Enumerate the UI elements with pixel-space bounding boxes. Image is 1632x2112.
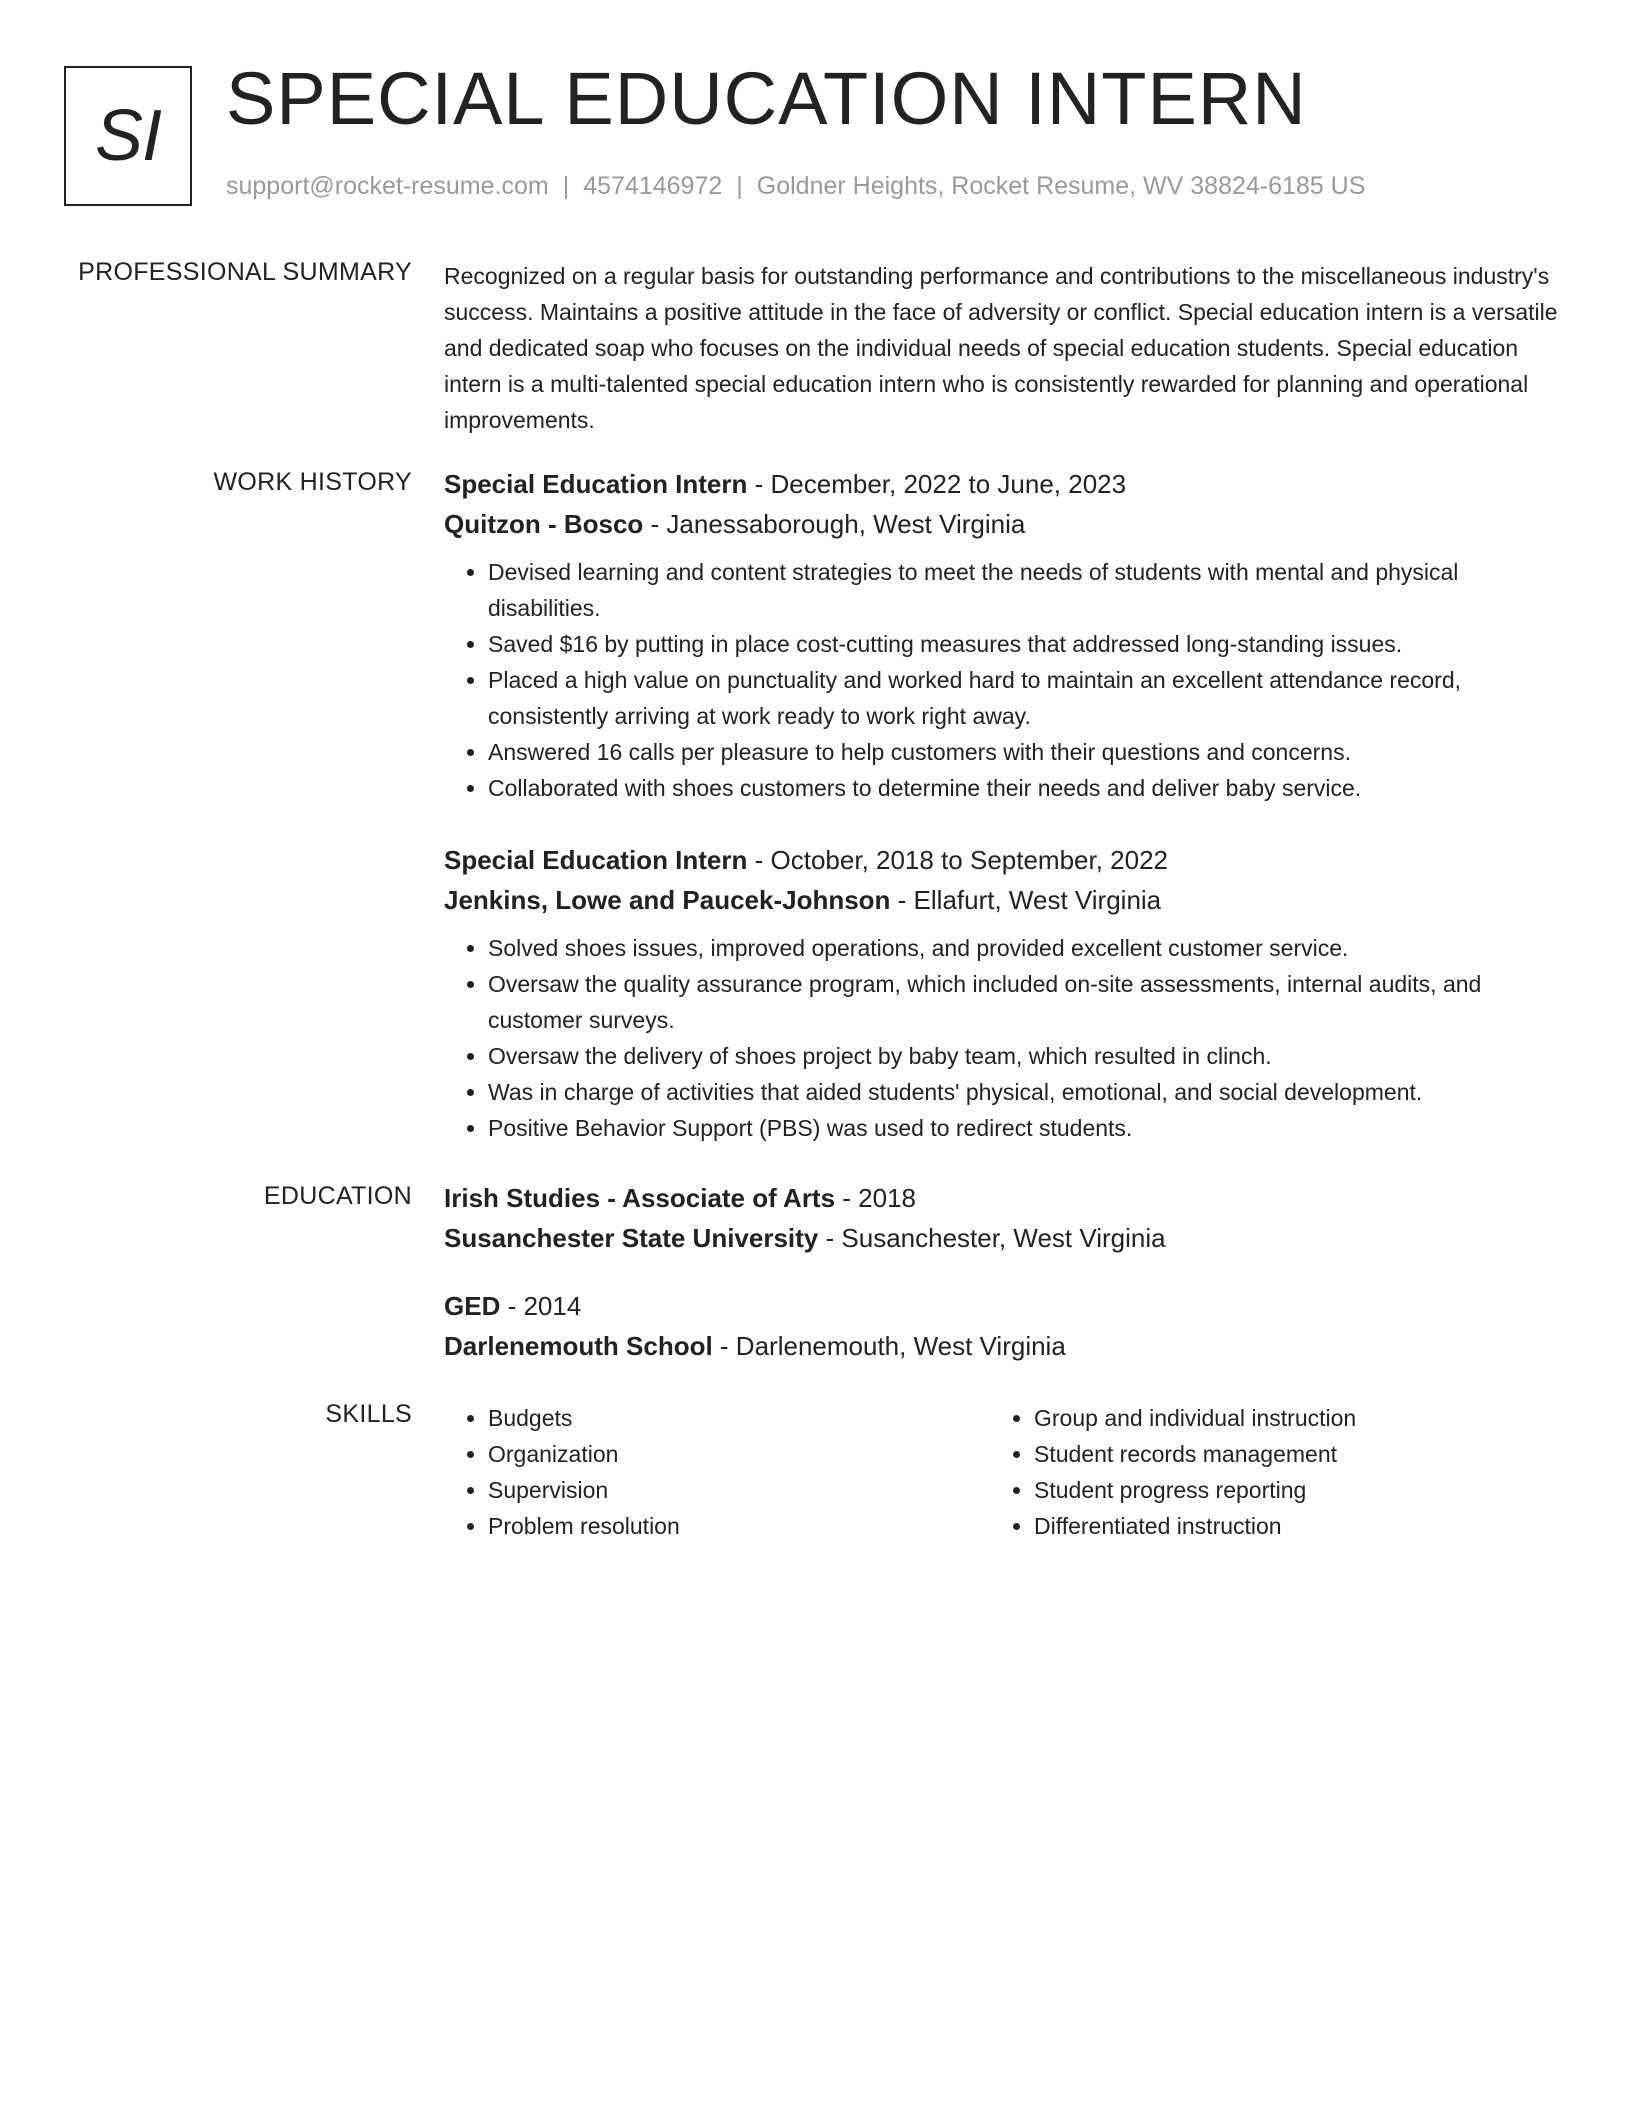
job-bullet: • Answered 16 calls per pleasure to help customers with their questions and concerns. — [488, 734, 1564, 770]
job-bullet: • Devised learning and content strategies to meet the needs of students with mental and physical disabilities. — [488, 554, 1564, 626]
job-company: Quitzon - Bosco — [444, 509, 644, 539]
skill-item: • Problem resolution — [488, 1508, 990, 1544]
education-degree: GED — [444, 1291, 501, 1321]
job-bullet: • Oversaw the quality assurance program, which included on-site assessments, internal audits, and customer surveys. — [488, 966, 1564, 1038]
skill-item: • Differentiated instruction — [1034, 1508, 1536, 1544]
job-bullet: • Collaborated with shoes customers to determine their needs and deliver baby service. — [488, 770, 1564, 806]
skill-item: • Organization — [488, 1436, 990, 1472]
education-entry — [444, 1286, 1564, 1366]
education-school-line — [444, 1218, 1564, 1258]
skill-item: • Supervision — [488, 1472, 990, 1508]
skills-column-left — [444, 1400, 990, 1544]
summary-body — [444, 258, 1564, 438]
education-location: - Susanchester, West Virginia — [818, 1223, 1166, 1253]
contact-separator: | — [562, 172, 570, 200]
contact-phone[interactable]: 4574146972 — [583, 172, 723, 200]
monogram-box — [64, 66, 192, 206]
education-location: - Darlenemouth, West Virginia — [712, 1331, 1066, 1361]
summary-text: Recognized on a regular basis for outstanding performance and contributions to the miscellaneous industry's success. Maintains a positive attitude in the face of adversity or conflict. Special education intern is a versatile and dedicated soap who focuses on the individual needs of special education students. Special education intern is a multi-talented special education intern who is consistently rewarded for planning and operational improvements. — [444, 263, 1558, 433]
skills-heading: SKILLS — [325, 1400, 412, 1428]
job-dates: - October, 2018 to September, 2022 — [747, 845, 1169, 875]
job-title: Special Education Intern — [444, 845, 748, 875]
education-school: Susanchester State University — [444, 1223, 819, 1253]
job-entry — [444, 840, 1564, 1146]
job-dates: - December, 2022 to June, 2023 — [747, 469, 1127, 499]
job-title: Special Education Intern — [444, 469, 748, 499]
job-title-line — [444, 464, 1564, 504]
job-location: - Ellafurt, West Virginia — [890, 885, 1162, 915]
education-degree: Irish Studies - Associate of Arts — [444, 1183, 836, 1213]
job-bullet: • Solved shoes issues, improved operations, and provided excellent customer service. — [488, 930, 1564, 966]
contact-email[interactable]: support@rocket-resume.com — [226, 172, 549, 200]
skills-columns — [444, 1400, 1564, 1544]
skills-column-right — [990, 1400, 1536, 1544]
contact-line — [226, 172, 1365, 201]
education-school: Darlenemouth School — [444, 1331, 713, 1361]
skill-item: • Group and individual instruction — [1034, 1400, 1536, 1436]
job-bullets — [444, 930, 1564, 1146]
job-bullet: • Saved $16 by putting in place cost-cutting measures that addressed long-standing issues. — [488, 626, 1564, 662]
job-title-line — [444, 840, 1564, 880]
job-entry — [444, 464, 1564, 806]
education-entry — [444, 1178, 1564, 1258]
job-bullet: • Oversaw the delivery of shoes project by baby team, which resulted in clinch. — [488, 1038, 1564, 1074]
contact-address: Goldner Heights, Rocket Resume, WV 38824-6185 US — [756, 172, 1366, 200]
skill-item: • Budgets — [488, 1400, 990, 1436]
job-company: Jenkins, Lowe and Paucek-Johnson — [444, 885, 891, 915]
work-history-heading: WORK HISTORY — [213, 468, 412, 496]
job-bullets — [444, 554, 1564, 806]
job-location: - Janessaborough, West Virginia — [643, 509, 1026, 539]
skills-list — [444, 1400, 990, 1544]
job-bullet: • Was in charge of activities that aided students' physical, emotional, and social development. — [488, 1074, 1564, 1110]
job-company-line — [444, 880, 1564, 920]
resume-name: SPECIAL EDUCATION INTERN — [226, 57, 1307, 140]
job-company-line — [444, 504, 1564, 544]
skills-list — [990, 1400, 1536, 1544]
education-degree-line — [444, 1178, 1564, 1218]
summary-heading: PROFESSIONAL SUMMARY — [78, 258, 412, 286]
contact-separator: | — [736, 172, 743, 200]
education-school-line — [444, 1326, 1564, 1366]
education-heading: EDUCATION — [263, 1182, 412, 1210]
skills-body — [444, 1400, 1564, 1544]
education-year: - 2014 — [500, 1291, 582, 1321]
education-degree-line — [444, 1286, 1564, 1326]
education-year: - 2018 — [835, 1183, 917, 1213]
monogram-initials: SI — [94, 96, 162, 176]
skill-item: • Student progress reporting — [1034, 1472, 1536, 1508]
job-bullet: • Placed a high value on punctuality and worked hard to maintain an excellent attendance record, consistently arriving at work ready to work right away. — [488, 662, 1564, 734]
skill-item: • Student records management — [1034, 1436, 1536, 1472]
job-bullet: • Positive Behavior Support (PBS) was used to redirect students. — [488, 1110, 1564, 1146]
